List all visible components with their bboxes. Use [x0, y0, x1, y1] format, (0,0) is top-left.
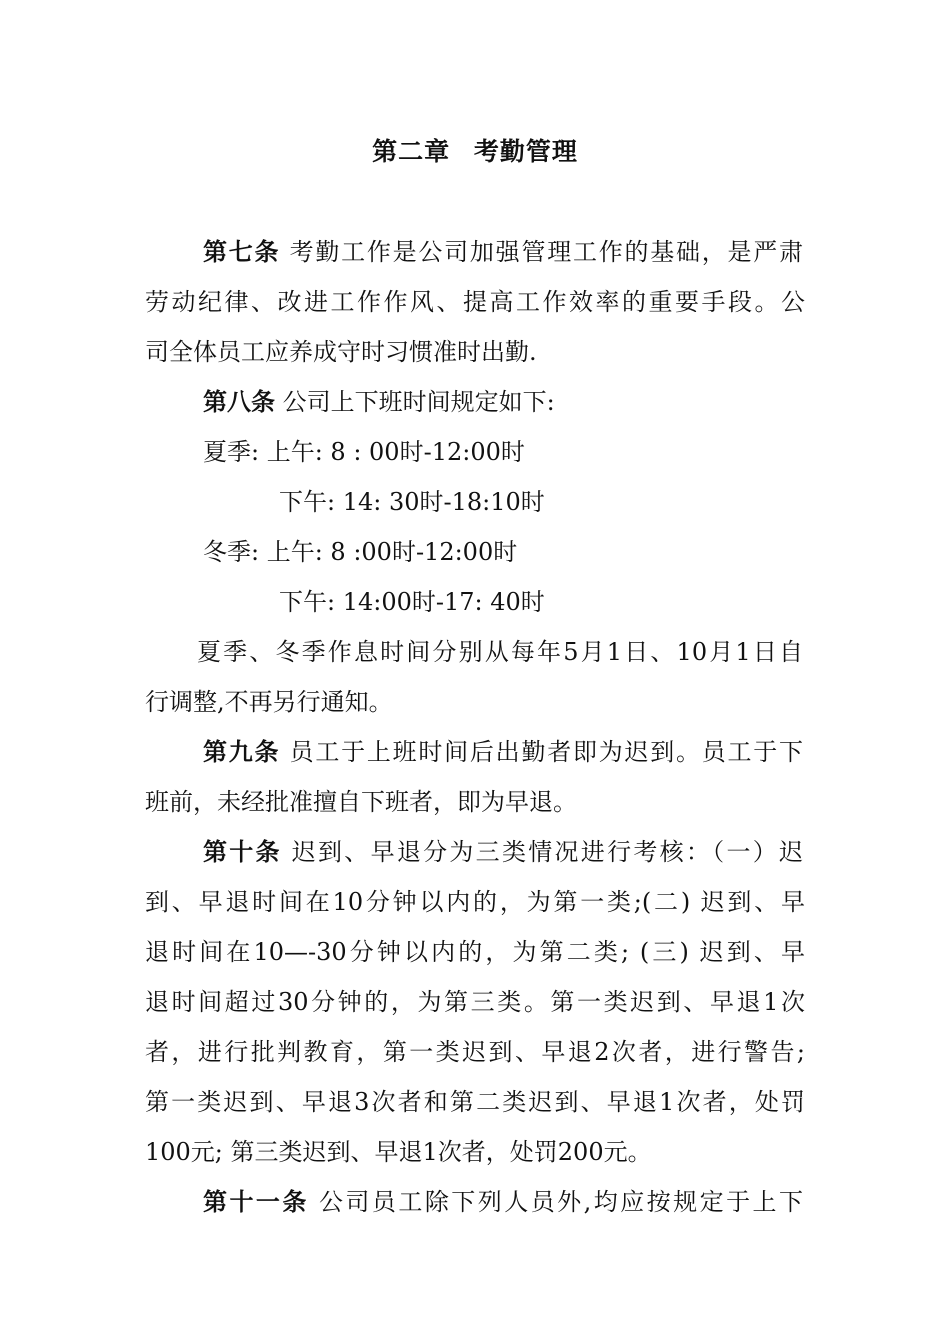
article-10-text: 迟到、早退分为三类情况进行考核：（一）迟 [281, 838, 804, 866]
schedule-summer-morning: 夏季: 上午: 8 : 00时-12:00时 [203, 438, 525, 466]
article-10-label: 第十条 [203, 837, 282, 866]
article-10-line-1 [203, 836, 803, 868]
article-10-line-2: 到、早退时间在10分钟以内的，为第一类;(二) 迟到、早 [145, 888, 805, 916]
article-10-line-7: 100元; 第三类迟到、早退1次者，处罚200元。 [145, 1138, 652, 1166]
article-9-line-2: 班前，未经批准擅自下班者，即为早退。 [145, 788, 577, 816]
article-7-line-1 [203, 236, 803, 268]
chapter-title: 第二章 考勤管理 [372, 137, 578, 166]
schedule-winter-morning: 冬季: 上午: 8 :00时-12:00时 [203, 538, 518, 566]
article-8-line-1 [203, 386, 555, 418]
article-9-label: 第九条 [203, 737, 281, 766]
article-10-line-6: 第一类迟到、早退3次者和第二类迟到、早退1次者，处罚 [145, 1088, 805, 1116]
article-7-line-3: 司全体员工应养成守时习惯准时出勤. [145, 338, 537, 366]
schedule-note-line-2: 行调整,不再另行通知。 [145, 688, 393, 716]
schedule-winter-afternoon: 下午: 14:00时-17: 40时 [279, 588, 545, 616]
article-7-text: 考勤工作是公司加强管理工作的基础，是严肃 [280, 238, 803, 266]
article-11-text: 公司员工除下列人员外,均应按规定于上下 [308, 1188, 803, 1216]
article-10-line-5: 者，进行批判教育，第一类迟到、早退2次者，进行警告; [145, 1038, 805, 1066]
article-11-line-1 [203, 1186, 803, 1218]
article-8-label: 第八条 [203, 387, 275, 416]
article-7-label: 第七条 [203, 237, 281, 266]
article-10-line-4: 退时间超过30分钟的，为第三类。第一类迟到、早退1次 [145, 988, 805, 1016]
article-8-text: 公司上下班时间规定如下: [275, 388, 555, 416]
schedule-summer-afternoon: 下午: 14: 30时-18:10时 [279, 488, 545, 516]
article-11-label: 第十一条 [203, 1187, 309, 1216]
article-10-line-3: 退时间在10—-30分钟以内的，为第二类; (三) 迟到、早 [145, 938, 805, 966]
schedule-note-line-1: 夏季、冬季作息时间分别从每年5月1日、10月1日自 [197, 638, 803, 666]
article-9-text: 员工于上班时间后出勤者即为迟到。员工于下 [280, 738, 803, 766]
article-9-line-1 [203, 736, 803, 768]
article-7-line-2: 劳动纪律、改进工作作风、提高工作效率的重要手段。公 [145, 288, 805, 316]
